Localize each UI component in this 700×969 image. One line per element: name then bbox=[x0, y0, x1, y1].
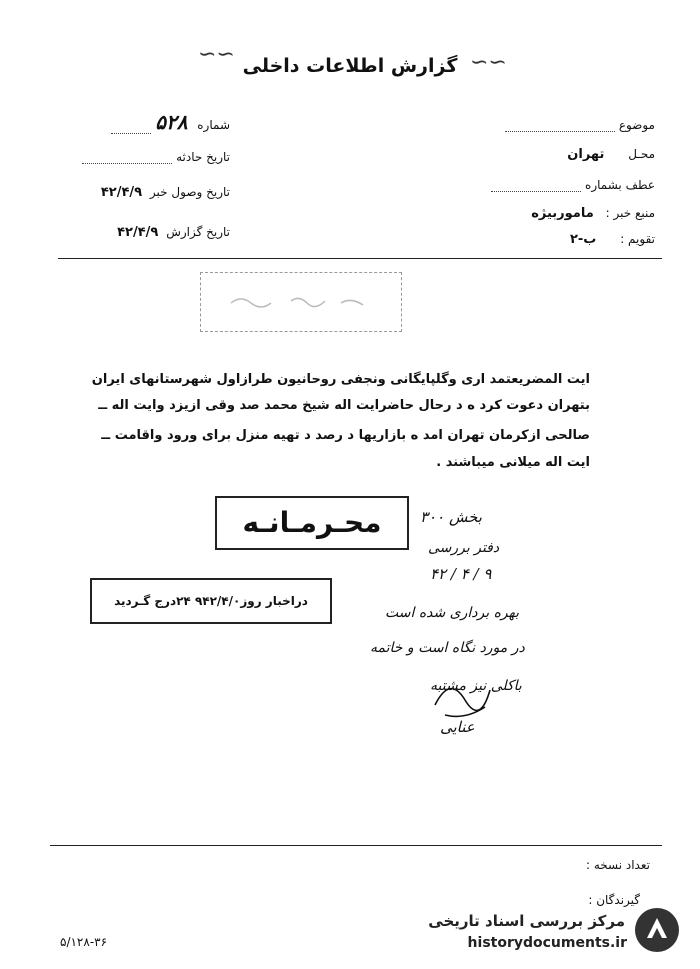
report-line-3: صالحی ازکرمان تهران امد ه بازاریها د رصد د تهیه منزل برای ورود واقامت ــ bbox=[101, 428, 590, 443]
title-flourish-left: ∽∽ bbox=[198, 42, 235, 67]
field-number-value: ۵۲۸ bbox=[155, 110, 188, 134]
field-reference bbox=[480, 178, 655, 192]
watermark-url: historydocuments.ir bbox=[467, 935, 627, 951]
handwritten-office: دفتر بررسی bbox=[428, 540, 500, 556]
field-number-label: شماره bbox=[197, 118, 230, 132]
field-report-date-label: تاریخ گزارش bbox=[166, 225, 230, 239]
field-calendar-label: تقویم : bbox=[620, 232, 655, 246]
handwritten-signature: عنایی bbox=[440, 718, 475, 736]
field-subject bbox=[480, 118, 655, 132]
field-received-date bbox=[60, 185, 230, 200]
field-reference-dots bbox=[491, 179, 581, 192]
field-location-label: محـل bbox=[628, 147, 655, 161]
title-flourish-right: ∽∽ bbox=[470, 50, 507, 75]
confidential-stamp: محـرمـانـه bbox=[215, 496, 409, 550]
field-source bbox=[480, 206, 655, 221]
faded-stamp-scribble bbox=[201, 273, 401, 331]
handwritten-date: ۹ / ۴ / ۴۲ bbox=[430, 565, 492, 583]
signature-flourish bbox=[425, 665, 505, 725]
watermark-logo-icon bbox=[632, 905, 682, 955]
field-source-label: منبع خبر : bbox=[605, 206, 655, 220]
field-received-date-label: تاریخ وصول خبر bbox=[149, 185, 230, 199]
field-location bbox=[480, 147, 655, 162]
field-received-date-value: ۴۲/۴/۹ bbox=[100, 185, 143, 200]
header-divider bbox=[58, 258, 662, 259]
field-number-dots bbox=[111, 121, 151, 134]
report-line-2: بتهران دعوت کرد ه د رحال حاضرایت اله شیخ محمد صد وقی ازیزد وایت اله ــ bbox=[98, 398, 590, 413]
field-calendar-value: ب-۲ bbox=[569, 232, 597, 247]
field-incident-date-dots bbox=[82, 151, 172, 164]
field-incident-date-label: تاریخ حادثه bbox=[176, 150, 230, 164]
archive-stamp: دراخبار روز۹۴۲/۴/۰ ۲۴درج گـردید bbox=[90, 578, 332, 624]
copies-label: تعداد نسخه : bbox=[585, 858, 650, 872]
form-code: ۵/۱۲۸-۳۶ bbox=[60, 935, 108, 949]
report-line-1: ایت المضریعتمد اری وگلپایگانی ونجفی روحانیون طرازاول شهرستانهای ایران bbox=[91, 372, 590, 387]
faded-stamp bbox=[200, 272, 402, 332]
handwritten-section: بخش ۳۰۰ bbox=[420, 508, 482, 526]
field-subject-dots bbox=[505, 119, 615, 132]
field-reference-label: عطف بشماره bbox=[585, 178, 655, 192]
handwritten-note-2: در مورد نگاه است و خاتمه bbox=[370, 640, 525, 656]
field-number bbox=[60, 110, 230, 134]
handwritten-note-3: باکلی نیز مشتبه bbox=[430, 678, 522, 694]
handwritten-note-1: بهره برداری شده است bbox=[385, 605, 520, 621]
footer-divider bbox=[50, 845, 662, 846]
page-title: گزارش اطلاعات داخلی bbox=[242, 55, 458, 77]
field-location-value: تهران bbox=[567, 147, 605, 162]
field-subject-label: موضوع bbox=[618, 118, 655, 132]
report-line-4: ایت اله میلانی میباشند . bbox=[436, 455, 590, 470]
field-report-date-value: ۴۲/۴/۹ bbox=[117, 225, 159, 240]
watermark-name: مرکز بررسی اسناد تاریخی bbox=[428, 912, 625, 930]
recipients-label: گیرندگان : bbox=[588, 893, 640, 907]
field-source-value: ماموربیژه bbox=[531, 206, 594, 221]
field-calendar bbox=[480, 232, 655, 247]
field-report-date bbox=[60, 225, 230, 240]
field-incident-date bbox=[60, 150, 230, 164]
